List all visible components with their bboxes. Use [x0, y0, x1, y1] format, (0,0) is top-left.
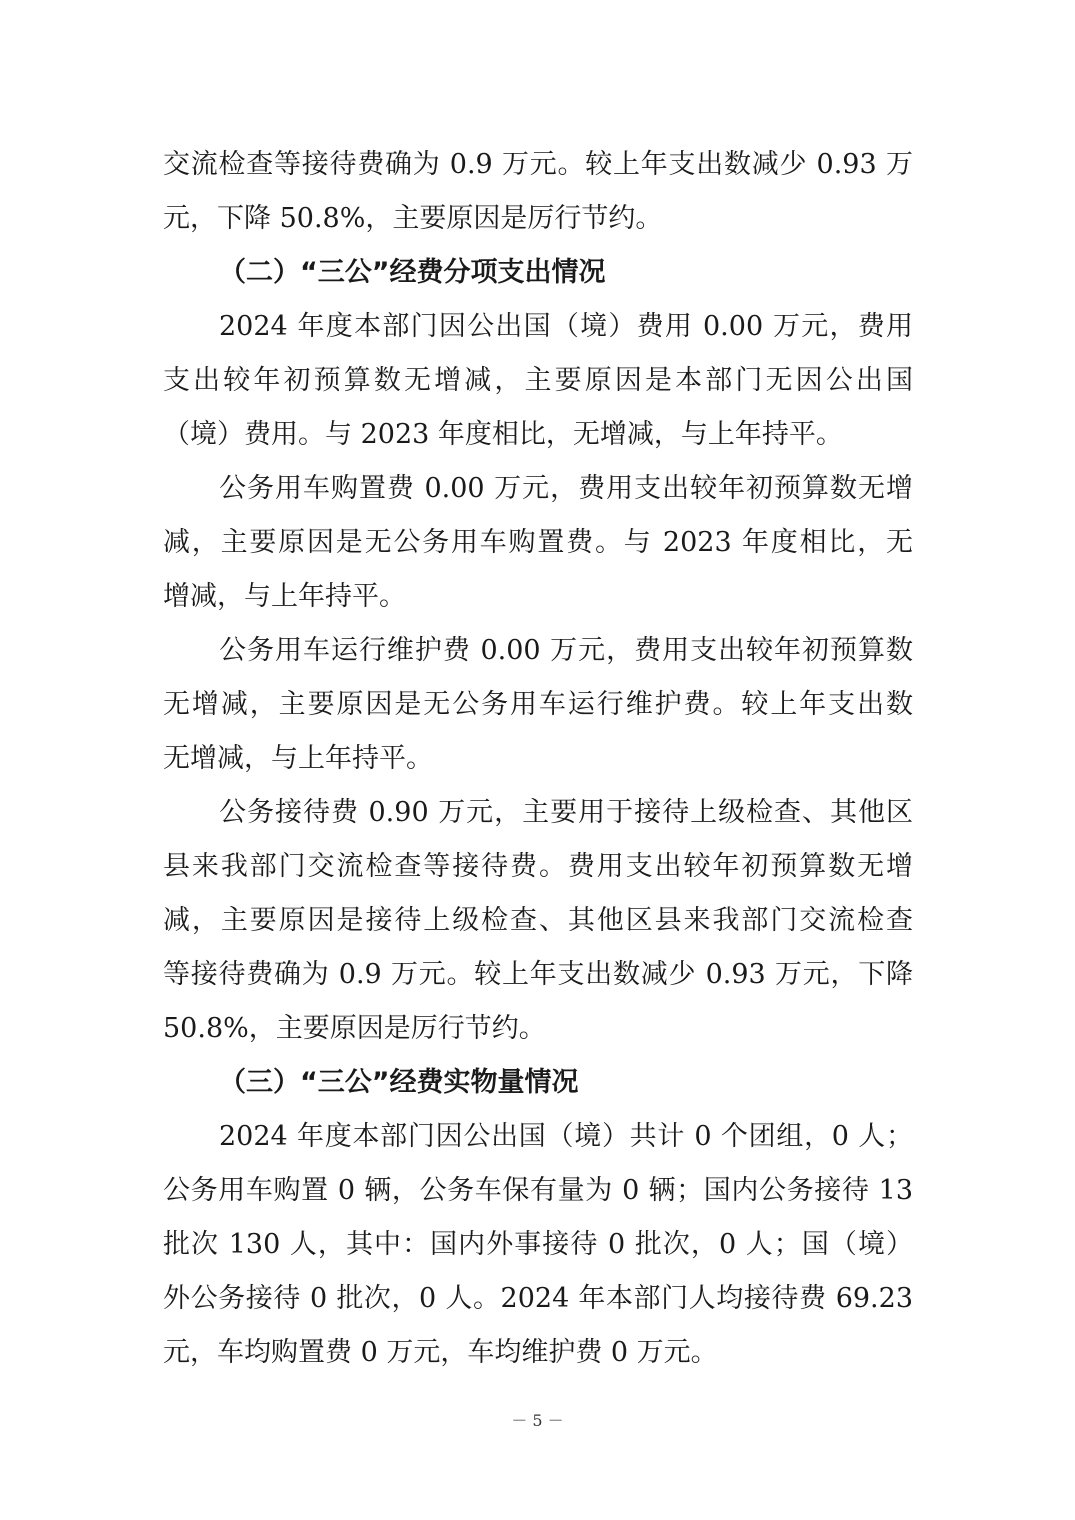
text-line: 公务接待费 0.90 万元，主要用于接待上级检查、其他区	[219, 797, 913, 828]
text-line: 公务用车运行维护费 0.00 万元，费用支出较年初预算数	[219, 635, 913, 666]
text-line: 无增减，主要原因是无公务用车运行维护费。较上年支出数	[163, 689, 913, 720]
paragraph-reception	[163, 786, 913, 1056]
text-line: 减，主要原因是接待上级检查、其他区县来我部门交流检查	[163, 905, 913, 936]
text-line: （境）费用。与 2023 年度相比，无增减，与上年持平。	[163, 419, 843, 450]
text-line: 50.8%，主要原因是厉行节约。	[163, 1013, 546, 1044]
page-number: － 5 －	[511, 1411, 564, 1430]
section-heading-three: （三）“三公”经费实物量情况	[219, 1067, 579, 1098]
text-line: 公务用车购置 0 辆，公务车保有量为 0 辆；国内公务接待 13	[163, 1175, 913, 1206]
paragraph-outbound-travel	[163, 300, 913, 462]
text-line: 交流检查等接待费确为 0.9 万元。较上年支出数减少 0.93 万	[163, 149, 913, 180]
text-line: 外公务接待 0 批次，0 人。2024 年本部门人均接待费 69.23	[163, 1283, 913, 1314]
paragraph-physical-quantities	[163, 1110, 913, 1380]
text-line: 等接待费确为 0.9 万元。较上年支出数减少 0.93 万元，下降	[163, 959, 913, 990]
text-line: 批次 130 人，其中：国内外事接待 0 批次，0 人；国（境）	[163, 1229, 913, 1260]
text-line: 元，下降 50.8%，主要原因是厉行节约。	[163, 203, 663, 234]
text-line: 无增减，与上年持平。	[163, 743, 433, 774]
text-line: 县来我部门交流检查等接待费。费用支出较年初预算数无增	[163, 851, 913, 882]
text-line: 减，主要原因是无公务用车购置费。与 2023 年度相比，无	[163, 527, 913, 558]
text-line: 增减，与上年持平。	[163, 581, 406, 612]
text-line: 元，车均购置费 0 万元，车均维护费 0 万元。	[163, 1337, 718, 1368]
document-page	[163, 138, 913, 1380]
text-line: 2024 年度本部门因公出国（境）共计 0 个团组，0 人；	[219, 1121, 913, 1152]
text-line: 公务用车购置费 0.00 万元，费用支出较年初预算数无增	[219, 473, 913, 504]
text-line: 支出较年初预算数无增减，主要原因是本部门无因公出国	[163, 365, 913, 396]
section-heading-two: （二）“三公”经费分项支出情况	[219, 257, 606, 288]
paragraph-continuation	[163, 138, 913, 246]
text-line: 2024 年度本部门因公出国（境）费用 0.00 万元，费用	[219, 311, 913, 342]
paragraph-vehicle-purchase	[163, 462, 913, 624]
paragraph-vehicle-maintenance	[163, 624, 913, 786]
